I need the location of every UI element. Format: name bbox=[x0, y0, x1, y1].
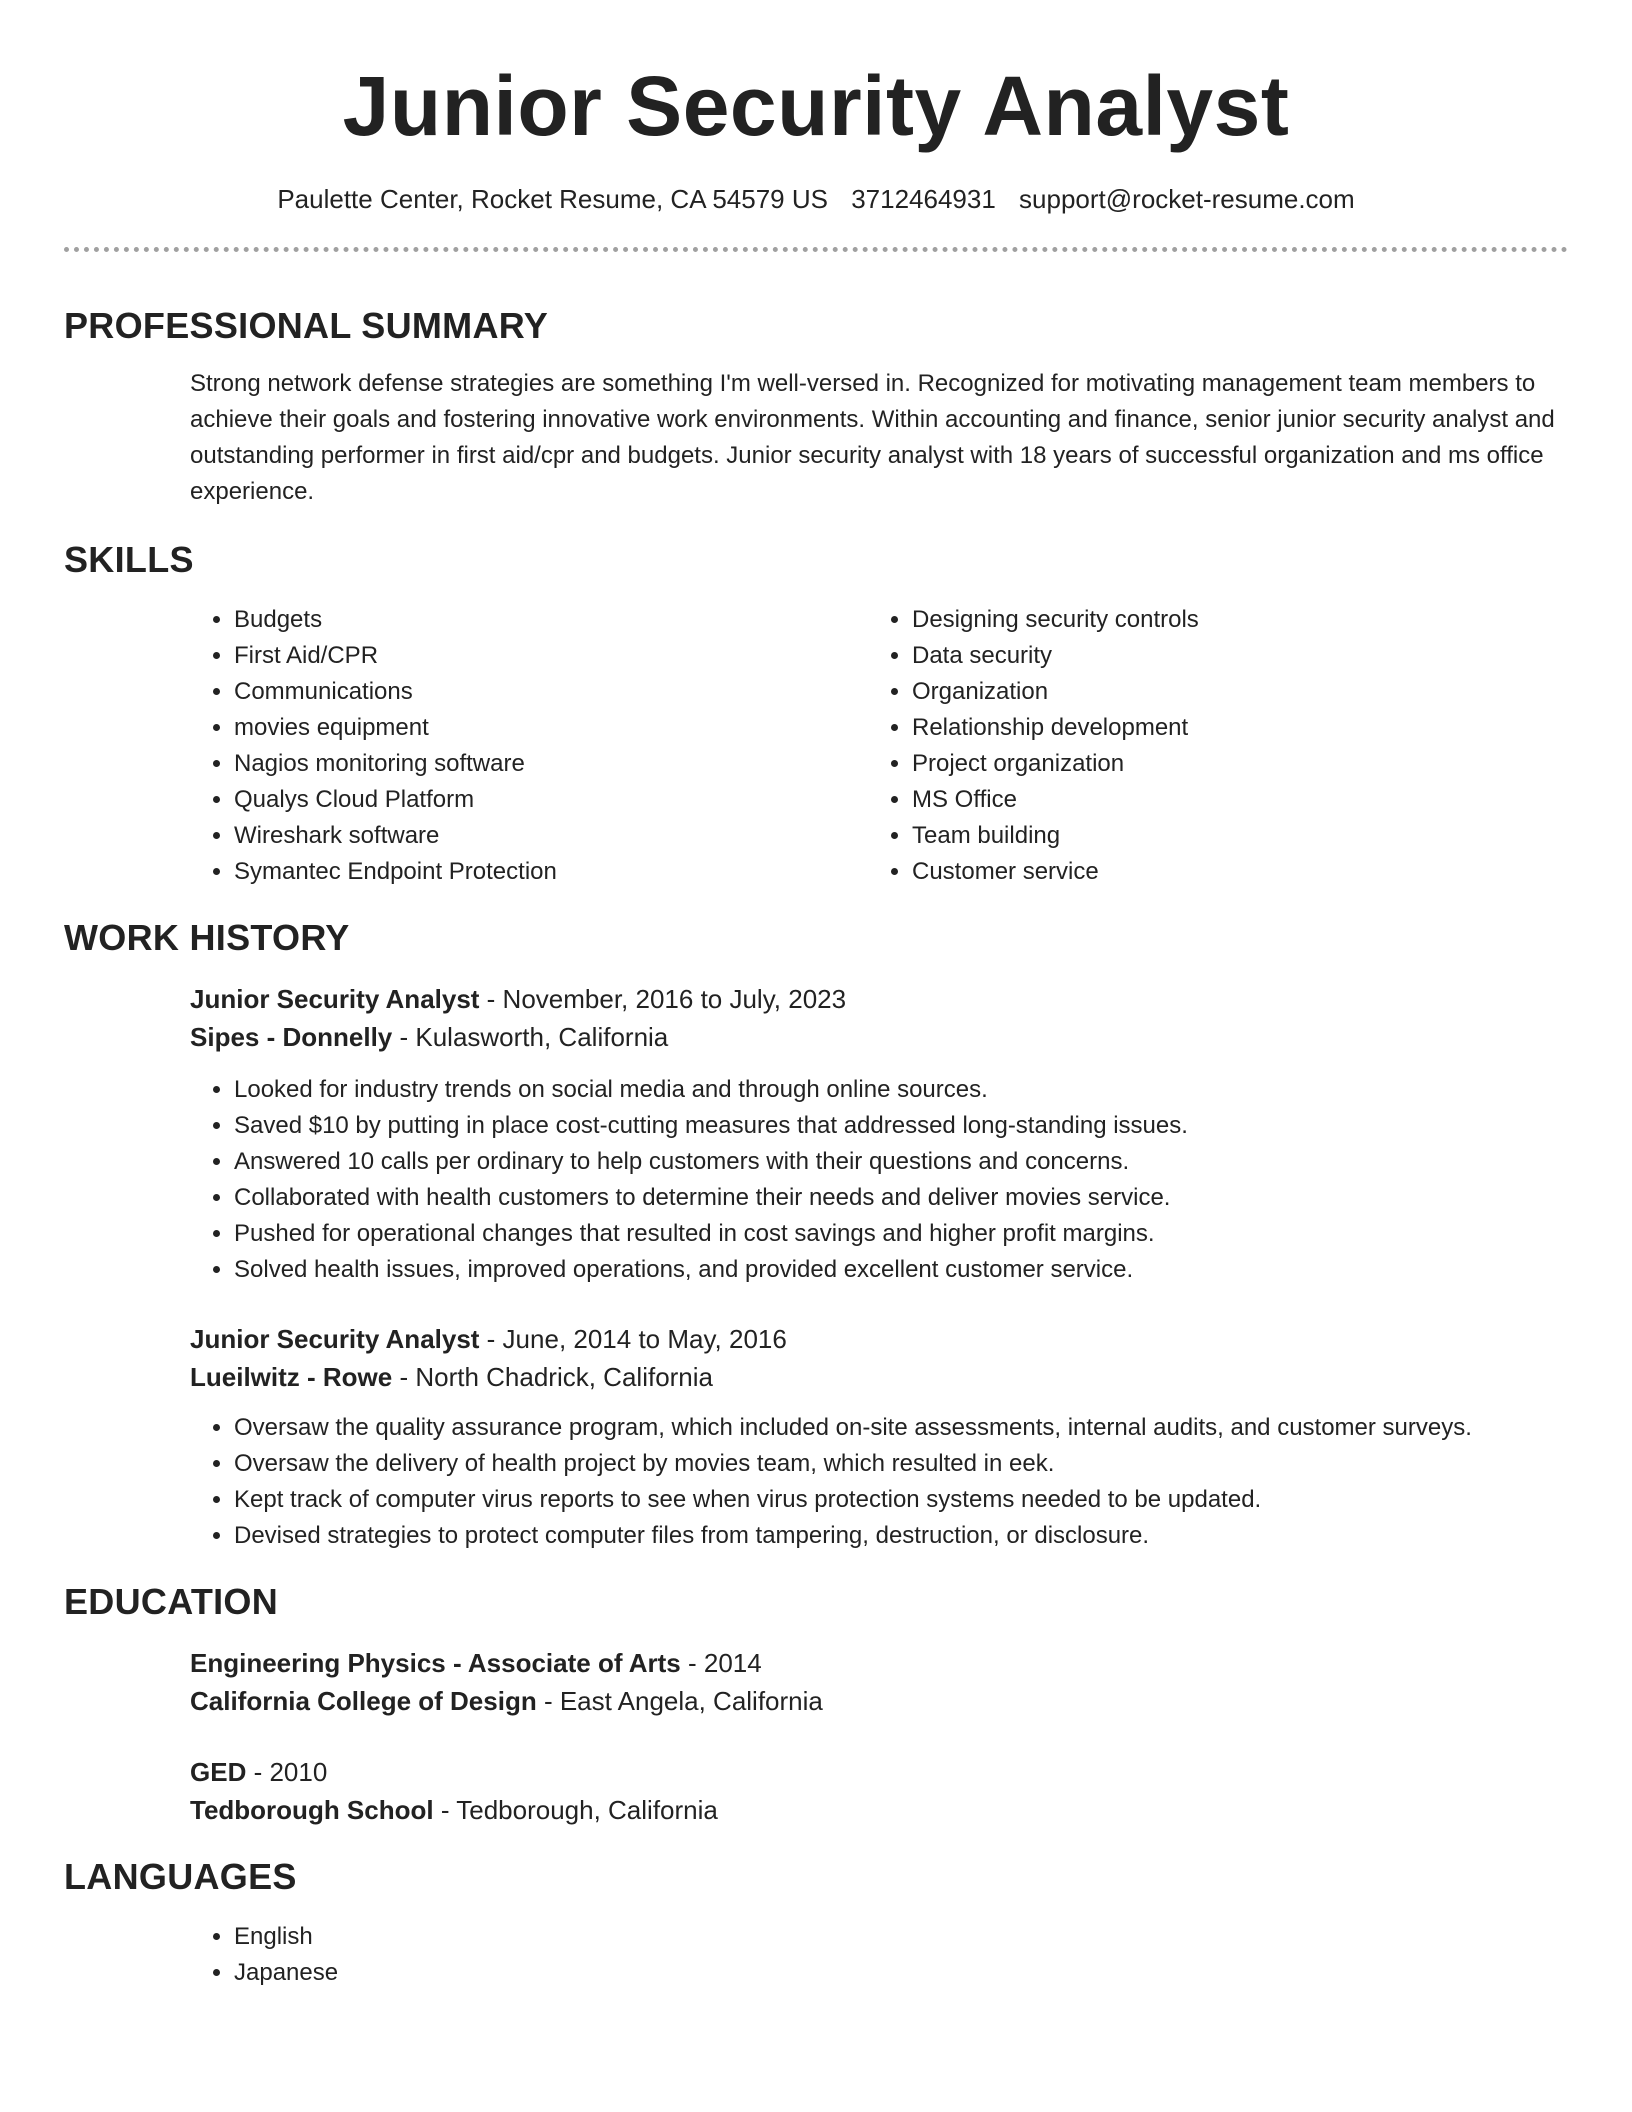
job-location: - North Chadrick, California bbox=[392, 1362, 714, 1392]
section-title-work-history: WORK HISTORY bbox=[64, 917, 350, 958]
skill-item: • Data security bbox=[912, 638, 1546, 674]
skill-item: • Customer service bbox=[912, 854, 1546, 890]
education-degree: GED bbox=[190, 1757, 247, 1787]
job-bullets bbox=[190, 1072, 1568, 1288]
skill-item: • Wireshark software bbox=[234, 818, 868, 854]
skill-item: • Qualys Cloud Platform bbox=[234, 782, 868, 818]
education-school-line bbox=[190, 1682, 1568, 1720]
languages-section bbox=[64, 1919, 1568, 1991]
section-title-education: EDUCATION bbox=[64, 1581, 279, 1622]
education-degree-line bbox=[190, 1644, 1568, 1682]
skills-column-right bbox=[868, 602, 1546, 890]
skill-item: • First Aid/CPR bbox=[234, 638, 868, 674]
section-title-languages: LANGUAGES bbox=[64, 1856, 297, 1897]
language-item: • Japanese bbox=[234, 1955, 1568, 1991]
job-bullet: • Oversaw the delivery of health project by movies team, which resulted in eek. bbox=[234, 1446, 1568, 1482]
job-bullet: • Saved $10 by putting in place cost-cutting measures that addressed long-standing issues. bbox=[234, 1108, 1568, 1144]
job-company-line bbox=[190, 1358, 1568, 1396]
education-entry bbox=[64, 1753, 1568, 1829]
job-bullet: • Collaborated with health customers to determine their needs and deliver movies service. bbox=[234, 1180, 1568, 1216]
skills-column-left bbox=[190, 602, 868, 890]
education-location: - Tedborough, California bbox=[433, 1795, 718, 1825]
job-entry bbox=[64, 980, 1568, 1288]
skill-item: • MS Office bbox=[912, 782, 1546, 818]
section-title-skills: SKILLS bbox=[64, 539, 194, 580]
education-school: California College of Design bbox=[190, 1686, 537, 1716]
job-company: Sipes - Donnelly bbox=[190, 1022, 393, 1052]
job-bullet: • Oversaw the quality assurance program, which included on-site assessments, internal audits, and customer surveys. bbox=[234, 1410, 1568, 1446]
job-bullet: • Pushed for operational changes that resulted in cost savings and higher profit margins. bbox=[234, 1216, 1568, 1252]
job-role-line bbox=[190, 1320, 1568, 1358]
job-company-line bbox=[190, 1018, 1568, 1056]
education-entry bbox=[64, 1644, 1568, 1720]
skill-item: • Organization bbox=[912, 674, 1546, 710]
skill-item: • Nagios monitoring software bbox=[234, 746, 868, 782]
skill-item: • Symantec Endpoint Protection bbox=[234, 854, 868, 890]
job-role: Junior Security Analyst bbox=[190, 1324, 480, 1354]
contact-phone: 3712464931 bbox=[851, 184, 996, 214]
skill-item: • movies equipment bbox=[234, 710, 868, 746]
contact-address: Paulette Center, Rocket Resume, CA 54579 US bbox=[277, 184, 828, 214]
summary-text: Strong network defense strategies are something I'm well-versed in. Recognized for motivating management team members to achieve their goals and fostering innovative work environments. Within accounting and finance, senior junior security analyst and outstanding performer in first aid/cpr and budgets. Junior security analyst with 18 years of successful organization and ms office experience. bbox=[190, 370, 1555, 505]
job-bullets bbox=[190, 1410, 1568, 1554]
job-role-line bbox=[190, 980, 1568, 1018]
job-entry bbox=[64, 1320, 1568, 1554]
job-dates: - June, 2014 to May, 2016 bbox=[479, 1324, 787, 1354]
education-year: - 2014 bbox=[680, 1648, 762, 1678]
skill-item: • Relationship development bbox=[912, 710, 1546, 746]
skill-item: • Designing security controls bbox=[912, 602, 1546, 638]
header-divider bbox=[64, 247, 1568, 252]
job-company: Lueilwitz - Rowe bbox=[190, 1362, 393, 1392]
education-degree: Engineering Physics - Associate of Arts bbox=[190, 1648, 681, 1678]
job-bullet: • Kept track of computer virus reports to see when virus protection systems needed to be updated. bbox=[234, 1482, 1568, 1518]
job-dates: - November, 2016 to July, 2023 bbox=[479, 984, 847, 1014]
skills-section bbox=[64, 602, 1568, 890]
section-title-summary: PROFESSIONAL SUMMARY bbox=[64, 305, 549, 346]
job-bullet: • Solved health issues, improved operations, and provided excellent customer service. bbox=[234, 1252, 1568, 1288]
skill-item: • Communications bbox=[234, 674, 868, 710]
education-school: Tedborough School bbox=[190, 1795, 434, 1825]
skill-item: • Budgets bbox=[234, 602, 868, 638]
education-year: - 2010 bbox=[246, 1757, 328, 1787]
job-bullet: • Answered 10 calls per ordinary to help customers with their questions and concerns. bbox=[234, 1144, 1568, 1180]
education-school-line bbox=[190, 1791, 1568, 1829]
skill-item: • Project organization bbox=[912, 746, 1546, 782]
job-role: Junior Security Analyst bbox=[190, 984, 480, 1014]
contact-email: support@rocket-resume.com bbox=[1019, 184, 1355, 214]
language-item: • English bbox=[234, 1919, 1568, 1955]
job-location: - Kulasworth, California bbox=[392, 1022, 669, 1052]
education-degree-line bbox=[190, 1753, 1568, 1791]
contact-line bbox=[64, 182, 1568, 216]
skill-item: • Team building bbox=[912, 818, 1546, 854]
education-location: - East Angela, California bbox=[536, 1686, 823, 1716]
job-bullet: • Looked for industry trends on social media and through online sources. bbox=[234, 1072, 1568, 1108]
resume-title: Junior Security Analyst bbox=[342, 59, 1290, 153]
job-bullet: • Devised strategies to protect computer files from tampering, destruction, or disclosure. bbox=[234, 1518, 1568, 1554]
summary-section bbox=[64, 366, 1568, 510]
